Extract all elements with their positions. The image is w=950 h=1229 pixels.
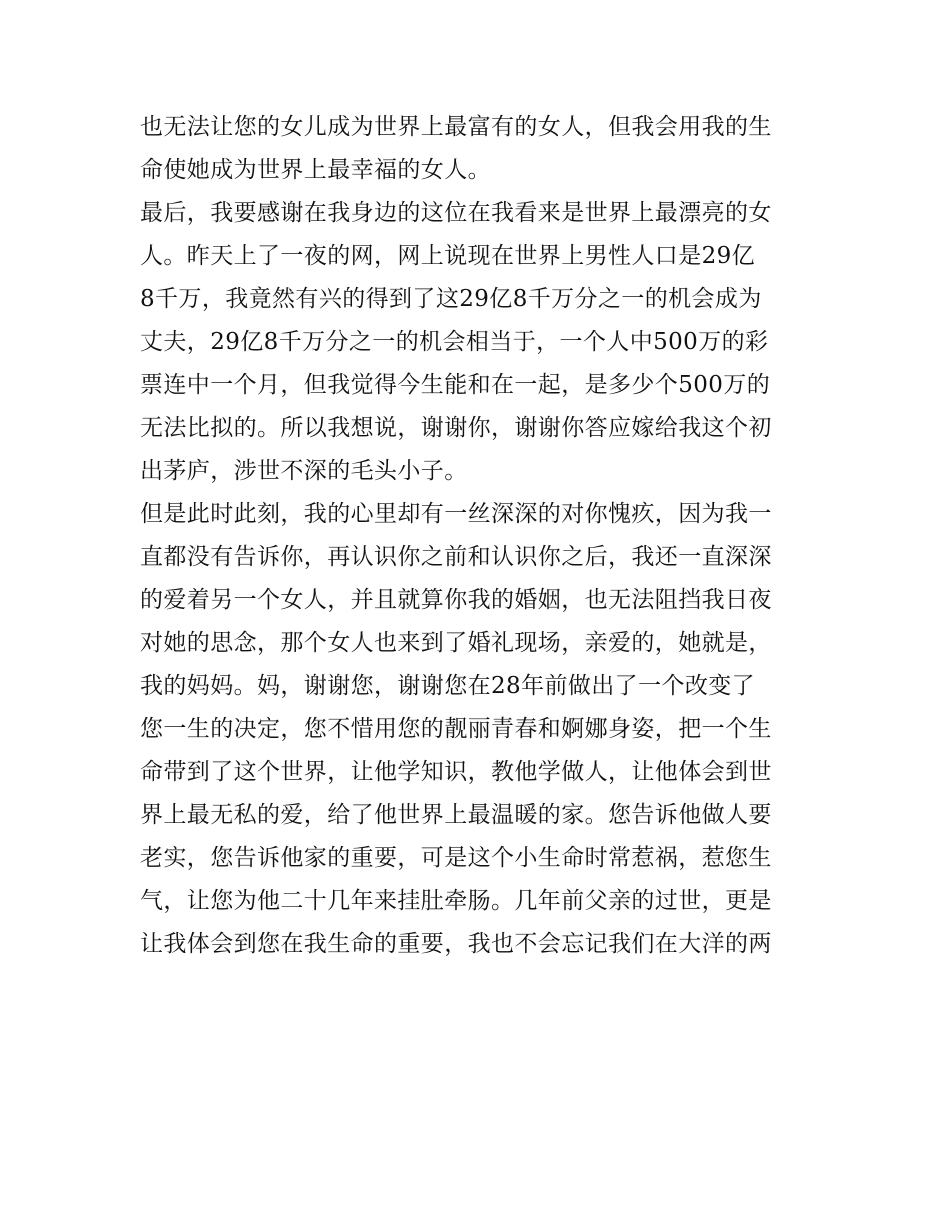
text-line: 无法比拟的。所以我想说，谢谢你，谢谢你答应嫁给我这个初: [140, 415, 772, 441]
text-line: 8千万，我竟然有兴的得到了这29亿8千万分之一的机会成为: [140, 286, 762, 312]
text-line: 的爱着另一个女人，并且就算你我的婚姻，也无法阻挡我日夜: [140, 587, 772, 613]
text-line: 票连中一个月，但我觉得今生能和在一起，是多少个500万的: [140, 372, 771, 398]
text-line: 界上最无私的爱，给了他世界上最温暖的家。您告诉他做人要: [140, 802, 772, 828]
text-line: 最后，我要感谢在我身边的这位在我看来是世界上最漂亮的女: [140, 200, 772, 226]
text-line: 气，让您为他二十几年来挂肚牵肠。几年前父亲的过世，更是: [140, 888, 772, 914]
text-line: 直都没有告诉你，再认识你之前和认识你之后，我还一直深深: [140, 544, 772, 570]
text-line: 人。昨天上了一夜的网，网上说现在世界上男性人口是29亿: [140, 243, 756, 269]
text-line: 我的妈妈。妈，谢谢您，谢谢您在28年前做出了一个改变了: [140, 673, 756, 699]
text-line: 丈夫，29亿8千万分之一的机会相当于，一个人中500万的彩: [140, 329, 769, 355]
text-line: 老实，您告诉他家的重要，可是这个小生命时常惹祸，惹您生: [140, 845, 772, 871]
text-line: 也无法让您的女儿成为世界上最富有的女人，但我会用我的生: [140, 114, 772, 140]
text-line: 对她的思念，那个女人也来到了婚礼现场，亲爱的，她就是，: [140, 630, 772, 656]
text-line: 但是此时此刻，我的心里却有一丝深深的对你愧疚，因为我一: [140, 501, 772, 527]
text-line: 出茅庐，涉世不深的毛头小子。: [140, 458, 468, 484]
text-line: 命带到了这个世界，让他学知识，教他学做人，让他体会到世: [140, 759, 772, 785]
text-line: 您一生的决定，您不惜用您的靓丽青春和婀娜身姿，把一个生: [140, 716, 772, 742]
body-text: [140, 106, 812, 966]
text-line: 让我体会到您在我生命的重要，我也不会忘记我们在大洋的两: [140, 931, 772, 957]
text-line: 命使她成为世界上最幸福的女人。: [140, 157, 491, 183]
